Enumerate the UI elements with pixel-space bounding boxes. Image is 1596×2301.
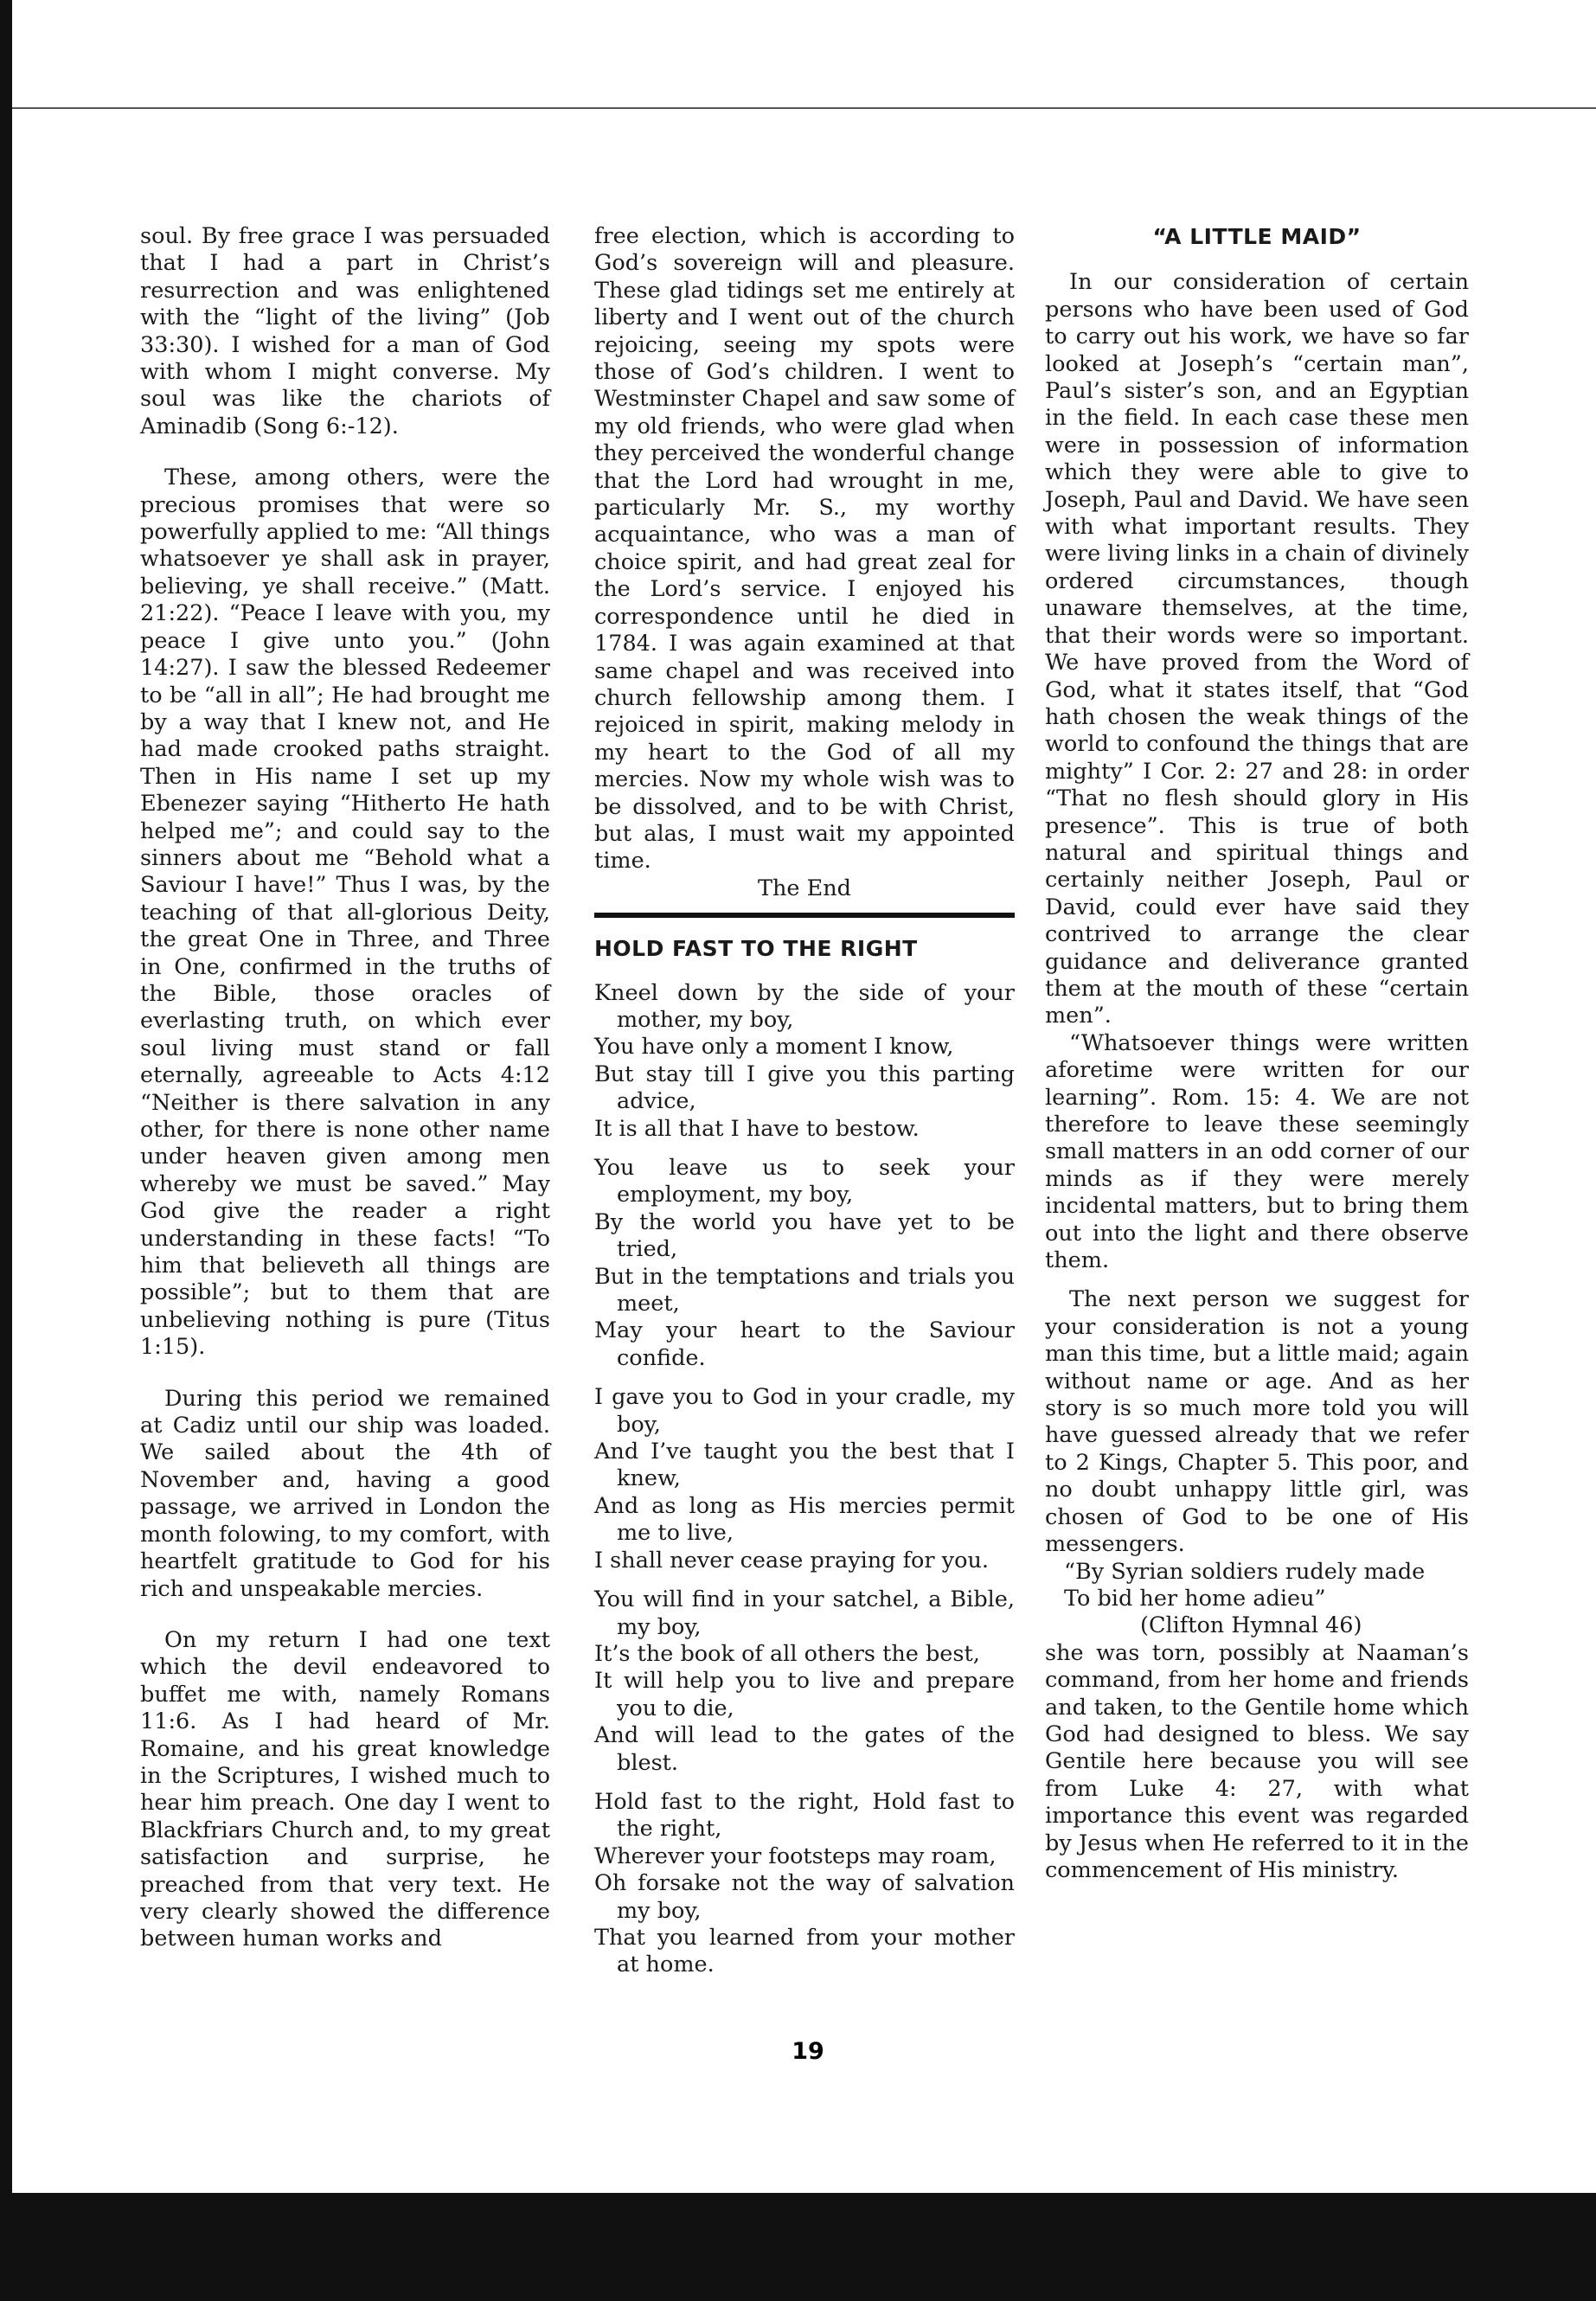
col1-paragraph-3: During this period we remained at Cadiz until our ship was loaded. We sailed about the 4th of November and, having a good passage, we arrived in London the month folowing, to my comfort, with heartfelt gratitude to God for his rich and unspeakable mercies. [140,1385,550,1602]
section-divider [594,913,1015,918]
column-right [1045,223,1469,1884]
column-left [140,223,550,1953]
page-top-edge [12,107,1596,109]
col1-paragraph-1: soul. By free grace I was persuaded that I had a part in Christ’s resurrection and was enlightened with the “light of the living” (Job 33:30). I wished for a man of God with whom I might converse. My soul was like the chariots of Aminadib (Song 6:-12). [140,223,550,439]
book-page [12,0,1596,2193]
hymn-citation: (Clifton Hymnal 46) [1140,1612,1362,1639]
hymn-quote-line: To bid her home adieu” [1064,1585,1326,1612]
poem-line: May your heart to the Saviour confide. [594,1317,1015,1371]
poem-line: And I’ve taught you the best that I knew, [594,1439,1015,1492]
scan-border-bottom [0,2193,1596,2301]
poem-line: I shall never cease praying for you. [594,1547,989,1574]
poem-line: Wherever your footsteps may roam, [594,1843,997,1869]
poem-line: But stay till I give you this parting advice, [594,1061,1015,1115]
poem-stanza [594,1586,1015,1777]
poem-line: That you learned from your mother at home. [594,1924,1015,1978]
col3-paragraph-3: The next person we suggest for your consideration is not a young man this time, but a little maid; again without name or age. And as her story is so much more told you will have guessed already that we refer to 2 Kings, Chapter 5. This poor, and no doubt unhappy little girl, was chosen of God to be one of His messengers. [1045,1286,1469,1558]
poem-line: By the world you have yet to be tried, [594,1208,1015,1263]
col3-paragraph-2: “Whatsoever things were written aforetime were written for our learning”. Rom. 15: 4. We are not therefore to leave these seemingly small matters in an odd corner of our minds as if they were merely incidental matters, but to bring them out into the light and there observe them. [1045,1029,1469,1274]
col3-paragraph-1: In our consideration of certain persons who have been used of God to carry out his work, we have so far looked at Joseph’s “certain man”, Paul’s sister’s son, and an Egyptian in the field. In each case these men were in possession of information which they were able to give to Joseph, Paul and David. We have seen with what important results. They were living links in a chain of divinely ordered circumstances, though unaware themselves, at the time, that their words were so important. We have proved from the Word of God, what it states itself, that “God hath chosen the weak things of the world to confound the things that are mighty” I Cor. 2: 27 and 28: in order “That no flesh should glory in His presence”. This is true of both natural and spiritual things and certainly neither Joseph, Paul or David, could ever have said they contrived to arrange the clear guidance and deliverance granted them at the mouth of these “certain men”. [1045,269,1470,1029]
scan-border-left [0,0,12,2197]
poem-line: And will lead to the gates of the blest. [594,1722,1015,1776]
col2-paragraph: free election, which is according to God’s sovereign will and pleasure. These glad tidings set me entirely at liberty and I went out of the church rejoicing, seeing my spots were those of God’s children. I went to Westminster Chapel and saw some of my old friends, who were glad when they perceived the wonderful change that the Lord had wrought in me, particularly Mr. S., my worthy acquaintance, who was a man of choice spirit, and had great zeal for the Lord’s service. I enjoyed his correspondence until he died in 1784. I was again examined at that same chapel and was received into church fellowship among them. I rejoiced in spirit, making melody in my heart to the God of all my mercies. Now my whole wish was to be dissolved, and to be with Christ, but alas, I must wait my appointed time. [594,223,1015,875]
poem-line: It is all that I have to bestow. [594,1115,920,1142]
poem-line: You leave us to seek your employment, my boy, [594,1155,1015,1208]
poem-stanza [594,1384,1015,1574]
poem-stanza [594,1155,1015,1372]
col3-paragraph-4: she was torn, possibly at Naaman’s command, from her home and friends and taken, to the Gentile home which God had designed to bless. We say Gentile here because you will see from Luke 4: 27, with what importance this event was regarded by Jesus when He referred to it in the commencement of His ministry. [1045,1639,1469,1883]
poem-line: Oh forsake not the way of salvation my boy, [594,1870,1015,1924]
poem-line: Hold fast to the right, Hold fast to the right, [594,1788,1015,1843]
hymn-quote-line: “By Syrian soldiers rudely made [1064,1558,1426,1585]
poem-line: You will find in your satchel, a Bible, my boy, [594,1586,1015,1640]
page-number: 19 [792,2038,824,2065]
col1-paragraph-2: These, among others, were the precious promises that were so powerfully applied to me: “All things whatsoever ye shall ask in prayer, believing, ye shall receive.” (Matt. 21:22). “Peace I leave with you, my peace I give unto you.” (John 14:27). I saw the blessed Redeemer to be “all in all”; He had brought me by a way that I knew not, and He had made crooked paths straight. Then in His name I set up my Ebenezer saying “Hitherto He hath helped me”; and could say to the sinners about me “Behold what a Saviour I have!” Thus I was, by the teaching of that all-glorious Deity, the great One in Three, and Three in One, confirmed in the truths of the Bible, those oracles of everlasting truth, on which ever soul living must stand or fall eternally, agreeable to Acts 4:12 “Neither is there salvation in any other, for there is none other name under heaven given among men whereby we must be saved.” May God give the reader a right understanding in these facts! “To him that believeth all things are possible”; but to them that are unbelieving nothing is pure (Titus 1:15). [140,465,550,1361]
poem-line: It’s the book of all others the best, [594,1640,980,1667]
poem-line: And as long as His mercies permit me to live, [594,1492,1015,1547]
poem-line: I gave you to God in your cradle, my boy, [594,1384,1015,1438]
poem-stanza [594,1789,1015,1979]
poem-line: Kneel down by the side of your mother, my boy, [594,979,1015,1033]
poem-line: You have only a moment I know, [594,1034,954,1061]
col1-paragraph-4: On my return I had one text which the devil endeavored to buffet me with, namely Romans 11:6. As I had heard of Mr. Romaine, and his great knowledge in the Scriptures, I wished much to hear him preach. One day I went to Blackfriars Church and, to my great satisfaction and surprise, he preached from that very text. He very clearly showed the difference between human works and [140,1626,550,1952]
poem-line: But in the temptations and trials you meet, [594,1263,1015,1317]
article-title: “A LITTLE MAID” [1152,224,1362,249]
poem-stanza [594,980,1015,1143]
hymn-quote [1045,1559,1469,1640]
column-middle [594,223,1015,1991]
poem-line: It will help you to live and prepare you to die, [594,1668,1015,1721]
poem-title: HOLD FAST TO THE RIGHT [594,936,918,962]
the-end-label: The End [758,875,851,901]
